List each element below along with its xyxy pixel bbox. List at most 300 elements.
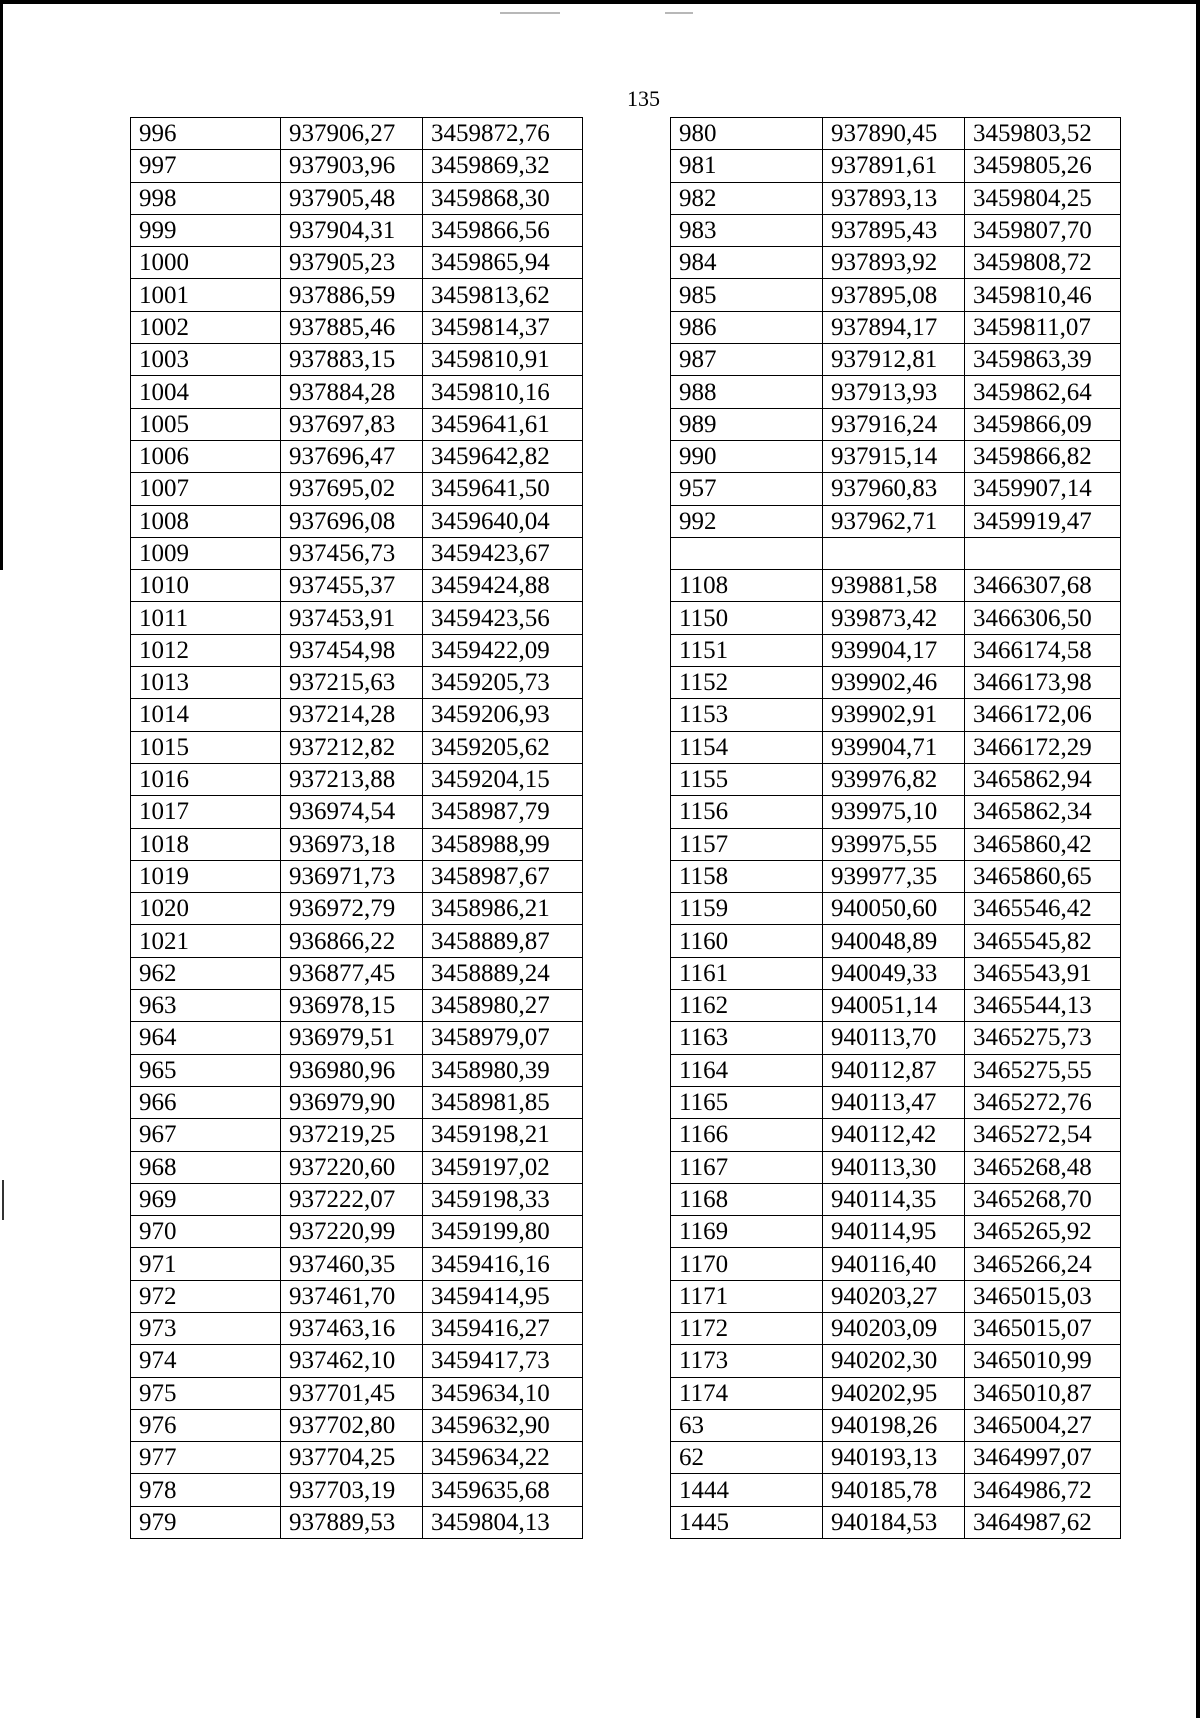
- y-coordinate-cell: 3458986,21: [423, 893, 583, 925]
- table-row: [671, 1506, 1121, 1538]
- table-row: [671, 150, 1121, 182]
- point-number-cell: 1150: [671, 602, 823, 634]
- point-number-cell: 1008: [131, 505, 281, 537]
- point-number-cell: 977: [131, 1442, 281, 1474]
- coordinates-table-left: [130, 117, 583, 1539]
- x-coordinate-cell: 937214,28: [281, 699, 423, 731]
- x-coordinate-cell: 937903,96: [281, 150, 423, 182]
- x-coordinate-cell: 937915,14: [823, 440, 965, 472]
- x-coordinate-cell: 936877,45: [281, 957, 423, 989]
- point-number-cell: 1152: [671, 667, 823, 699]
- x-coordinate-cell: 937904,31: [281, 214, 423, 246]
- point-number-cell: 1165: [671, 1086, 823, 1118]
- x-coordinate-cell: 937960,83: [823, 473, 965, 505]
- table-row: [131, 860, 583, 892]
- point-number-cell: 1005: [131, 408, 281, 440]
- x-coordinate-cell: 937906,27: [281, 118, 423, 150]
- point-number-cell: 979: [131, 1506, 281, 1538]
- point-number-cell: 1159: [671, 893, 823, 925]
- point-number-cell: 970: [131, 1216, 281, 1248]
- table-row: [131, 667, 583, 699]
- y-coordinate-cell: 3458980,27: [423, 990, 583, 1022]
- x-coordinate-cell: 937886,59: [281, 279, 423, 311]
- point-number-cell: 1004: [131, 376, 281, 408]
- y-coordinate-cell: 3466173,98: [965, 667, 1121, 699]
- y-coordinate-cell: 3459810,16: [423, 376, 583, 408]
- x-coordinate-cell: 936973,18: [281, 828, 423, 860]
- table-row: [671, 1151, 1121, 1183]
- y-coordinate-cell: 3459804,13: [423, 1506, 583, 1538]
- x-coordinate-cell: 937895,43: [823, 214, 965, 246]
- y-coordinate-cell: 3464997,07: [965, 1442, 1121, 1474]
- point-number-cell: 1174: [671, 1377, 823, 1409]
- y-coordinate-cell: 3465275,73: [965, 1022, 1121, 1054]
- x-coordinate-cell: 940193,13: [823, 1442, 965, 1474]
- table-row: [131, 957, 583, 989]
- point-number-cell: 1171: [671, 1280, 823, 1312]
- point-number-cell: 967: [131, 1119, 281, 1151]
- table-row: [671, 118, 1121, 150]
- point-number-cell: 1021: [131, 925, 281, 957]
- table-row: [671, 311, 1121, 343]
- point-number-cell: 966: [131, 1086, 281, 1118]
- y-coordinate-cell: 3459640,04: [423, 505, 583, 537]
- x-coordinate-cell: 937905,48: [281, 182, 423, 214]
- point-number-cell: 1002: [131, 311, 281, 343]
- y-coordinate-cell: 3465272,54: [965, 1119, 1121, 1151]
- y-coordinate-cell: 3459642,82: [423, 440, 583, 472]
- x-coordinate-cell: 940184,53: [823, 1506, 965, 1538]
- x-coordinate-cell: 939977,35: [823, 860, 965, 892]
- point-number-cell: 1019: [131, 860, 281, 892]
- x-coordinate-cell: 940113,70: [823, 1022, 965, 1054]
- y-coordinate-cell: 3465543,91: [965, 957, 1121, 989]
- page-border-left: [0, 0, 3, 570]
- point-number-cell: 969: [131, 1183, 281, 1215]
- y-coordinate-cell: 3465862,94: [965, 763, 1121, 795]
- table-row: [131, 1377, 583, 1409]
- table-row: [131, 1312, 583, 1344]
- y-coordinate-cell: 3459417,73: [423, 1345, 583, 1377]
- x-coordinate-cell: 940049,33: [823, 957, 965, 989]
- table-row: [671, 376, 1121, 408]
- table-row: [131, 408, 583, 440]
- table-row: [131, 925, 583, 957]
- x-coordinate-cell: 937215,63: [281, 667, 423, 699]
- x-coordinate-cell: 937460,35: [281, 1248, 423, 1280]
- table-row: [131, 1280, 583, 1312]
- point-number-cell: 1003: [131, 344, 281, 376]
- y-coordinate-cell: 3465860,65: [965, 860, 1121, 892]
- table-row: [131, 440, 583, 472]
- x-coordinate-cell: 940050,60: [823, 893, 965, 925]
- point-number-cell: 1000: [131, 247, 281, 279]
- x-coordinate-cell: 939975,10: [823, 796, 965, 828]
- table-row: [671, 505, 1121, 537]
- scan-speck: [665, 12, 693, 14]
- table-row: [671, 731, 1121, 763]
- y-coordinate-cell: 3459868,30: [423, 182, 583, 214]
- x-coordinate-cell: 937220,99: [281, 1216, 423, 1248]
- table-row: [671, 667, 1121, 699]
- x-coordinate-cell: 940202,95: [823, 1377, 965, 1409]
- table-row: [671, 344, 1121, 376]
- x-coordinate-cell: 937890,45: [823, 118, 965, 150]
- table-row: [131, 570, 583, 602]
- y-coordinate-cell: 3465860,42: [965, 828, 1121, 860]
- table-row: [671, 893, 1121, 925]
- table-row: [131, 1151, 583, 1183]
- table-row: [671, 1377, 1121, 1409]
- y-coordinate-cell: 3459811,07: [965, 311, 1121, 343]
- point-number-cell: 987: [671, 344, 823, 376]
- point-number-cell: 1157: [671, 828, 823, 860]
- y-coordinate-cell: 3458981,85: [423, 1086, 583, 1118]
- table-row: [131, 537, 583, 569]
- x-coordinate-cell: [823, 537, 965, 569]
- point-number-cell: 1009: [131, 537, 281, 569]
- point-number-cell: 1014: [131, 699, 281, 731]
- x-coordinate-cell: 937894,17: [823, 311, 965, 343]
- x-coordinate-cell: 937916,24: [823, 408, 965, 440]
- point-number-cell: 962: [131, 957, 281, 989]
- x-coordinate-cell: 937219,25: [281, 1119, 423, 1151]
- point-number-cell: 1016: [131, 763, 281, 795]
- x-coordinate-cell: 937454,98: [281, 634, 423, 666]
- y-coordinate-cell: 3459635,68: [423, 1474, 583, 1506]
- x-coordinate-cell: 937461,70: [281, 1280, 423, 1312]
- y-coordinate-cell: 3458889,24: [423, 957, 583, 989]
- x-coordinate-cell: 940113,30: [823, 1151, 965, 1183]
- table-row: [131, 505, 583, 537]
- table-row: [671, 1216, 1121, 1248]
- y-coordinate-cell: 3459197,02: [423, 1151, 583, 1183]
- y-coordinate-cell: 3464987,62: [965, 1506, 1121, 1538]
- y-coordinate-cell: 3458979,07: [423, 1022, 583, 1054]
- table-row: [671, 440, 1121, 472]
- point-number-cell: 1108: [671, 570, 823, 602]
- point-number-cell: 1154: [671, 731, 823, 763]
- table-row: [131, 473, 583, 505]
- point-number-cell: [671, 537, 823, 569]
- table-row: [671, 602, 1121, 634]
- y-coordinate-cell: 3466307,68: [965, 570, 1121, 602]
- y-coordinate-cell: [965, 537, 1121, 569]
- y-coordinate-cell: 3459807,70: [965, 214, 1121, 246]
- table-row: [131, 344, 583, 376]
- table-row: [131, 1022, 583, 1054]
- table-row: [131, 1183, 583, 1215]
- x-coordinate-cell: 940203,09: [823, 1312, 965, 1344]
- point-number-cell: 968: [131, 1151, 281, 1183]
- point-number-cell: 998: [131, 182, 281, 214]
- point-number-cell: 983: [671, 214, 823, 246]
- table-row: [131, 182, 583, 214]
- y-coordinate-cell: 3459416,16: [423, 1248, 583, 1280]
- table-row: [131, 1345, 583, 1377]
- x-coordinate-cell: 940051,14: [823, 990, 965, 1022]
- table-row: [131, 1506, 583, 1538]
- x-coordinate-cell: 937889,53: [281, 1506, 423, 1538]
- point-number-cell: 1163: [671, 1022, 823, 1054]
- table-row: [671, 473, 1121, 505]
- table-row: [671, 408, 1121, 440]
- point-number-cell: 1168: [671, 1183, 823, 1215]
- y-coordinate-cell: 3459865,94: [423, 247, 583, 279]
- table-row: [131, 763, 583, 795]
- y-coordinate-cell: 3459641,50: [423, 473, 583, 505]
- y-coordinate-cell: 3458987,79: [423, 796, 583, 828]
- table-row: [671, 1022, 1121, 1054]
- table-row: [671, 763, 1121, 795]
- y-coordinate-cell: 3466174,58: [965, 634, 1121, 666]
- x-coordinate-cell: 940203,27: [823, 1280, 965, 1312]
- table-row: [131, 634, 583, 666]
- table-row: [131, 247, 583, 279]
- y-coordinate-cell: 3459814,37: [423, 311, 583, 343]
- table-row: [671, 796, 1121, 828]
- table-row: [131, 1248, 583, 1280]
- table-row: [671, 860, 1121, 892]
- point-number-cell: 1151: [671, 634, 823, 666]
- y-coordinate-cell: 3459866,82: [965, 440, 1121, 472]
- table-row: [671, 1442, 1121, 1474]
- point-number-cell: 1169: [671, 1216, 823, 1248]
- point-number-cell: 1018: [131, 828, 281, 860]
- x-coordinate-cell: 936979,90: [281, 1086, 423, 1118]
- point-number-cell: 992: [671, 505, 823, 537]
- y-coordinate-cell: 3459907,14: [965, 473, 1121, 505]
- x-coordinate-cell: 939904,71: [823, 731, 965, 763]
- x-coordinate-cell: 937220,60: [281, 1151, 423, 1183]
- point-number-cell: 999: [131, 214, 281, 246]
- y-coordinate-cell: 3459804,25: [965, 182, 1121, 214]
- x-coordinate-cell: 937696,08: [281, 505, 423, 537]
- y-coordinate-cell: 3465010,87: [965, 1377, 1121, 1409]
- x-coordinate-cell: 937222,07: [281, 1183, 423, 1215]
- x-coordinate-cell: 940048,89: [823, 925, 965, 957]
- point-number-cell: 964: [131, 1022, 281, 1054]
- y-coordinate-cell: 3465268,70: [965, 1183, 1121, 1215]
- table-row: [131, 1474, 583, 1506]
- y-coordinate-cell: 3459632,90: [423, 1409, 583, 1441]
- y-coordinate-cell: 3459872,76: [423, 118, 583, 150]
- table-row: [131, 150, 583, 182]
- point-number-cell: 971: [131, 1248, 281, 1280]
- scan-speck: [500, 12, 560, 14]
- y-coordinate-cell: 3459424,88: [423, 570, 583, 602]
- table-row: [671, 214, 1121, 246]
- x-coordinate-cell: 936972,79: [281, 893, 423, 925]
- x-coordinate-cell: 937905,23: [281, 247, 423, 279]
- y-coordinate-cell: 3465272,76: [965, 1086, 1121, 1118]
- x-coordinate-cell: 937701,45: [281, 1377, 423, 1409]
- point-number-cell: 1007: [131, 473, 281, 505]
- y-coordinate-cell: 3459863,39: [965, 344, 1121, 376]
- x-coordinate-cell: 937696,47: [281, 440, 423, 472]
- x-coordinate-cell: 937456,73: [281, 537, 423, 569]
- point-number-cell: 976: [131, 1409, 281, 1441]
- x-coordinate-cell: 937893,92: [823, 247, 965, 279]
- y-coordinate-cell: 3459803,52: [965, 118, 1121, 150]
- point-number-cell: 1155: [671, 763, 823, 795]
- point-number-cell: 982: [671, 182, 823, 214]
- y-coordinate-cell: 3459805,26: [965, 150, 1121, 182]
- x-coordinate-cell: 939904,17: [823, 634, 965, 666]
- x-coordinate-cell: 939902,46: [823, 667, 965, 699]
- point-number-cell: 63: [671, 1409, 823, 1441]
- y-coordinate-cell: 3459808,72: [965, 247, 1121, 279]
- y-coordinate-cell: 3459414,95: [423, 1280, 583, 1312]
- x-coordinate-cell: 940116,40: [823, 1248, 965, 1280]
- point-number-cell: 984: [671, 247, 823, 279]
- point-number-cell: 1173: [671, 1345, 823, 1377]
- point-number-cell: 1162: [671, 990, 823, 1022]
- x-coordinate-cell: 940198,26: [823, 1409, 965, 1441]
- point-number-cell: 1172: [671, 1312, 823, 1344]
- table-row: [131, 1216, 583, 1248]
- point-number-cell: 972: [131, 1280, 281, 1312]
- y-coordinate-cell: 3459866,56: [423, 214, 583, 246]
- y-coordinate-cell: 3459810,91: [423, 344, 583, 376]
- y-coordinate-cell: 3459423,56: [423, 602, 583, 634]
- point-number-cell: 1006: [131, 440, 281, 472]
- x-coordinate-cell: 940114,95: [823, 1216, 965, 1248]
- table-row: [131, 376, 583, 408]
- y-coordinate-cell: 3466306,50: [965, 602, 1121, 634]
- y-coordinate-cell: 3458980,39: [423, 1054, 583, 1086]
- x-coordinate-cell: 939902,91: [823, 699, 965, 731]
- x-coordinate-cell: 937895,08: [823, 279, 965, 311]
- x-coordinate-cell: 939873,42: [823, 602, 965, 634]
- y-coordinate-cell: 3459416,27: [423, 1312, 583, 1344]
- y-coordinate-cell: 3465268,48: [965, 1151, 1121, 1183]
- y-coordinate-cell: 3459199,80: [423, 1216, 583, 1248]
- y-coordinate-cell: 3465015,07: [965, 1312, 1121, 1344]
- table-row: [671, 1474, 1121, 1506]
- point-number-cell: 1445: [671, 1506, 823, 1538]
- y-coordinate-cell: 3458988,99: [423, 828, 583, 860]
- table-row: [671, 1409, 1121, 1441]
- table-row: [131, 118, 583, 150]
- point-number-cell: 978: [131, 1474, 281, 1506]
- y-coordinate-cell: 3459862,64: [965, 376, 1121, 408]
- table-row: [671, 1345, 1121, 1377]
- x-coordinate-cell: 939976,82: [823, 763, 965, 795]
- y-coordinate-cell: 3465004,27: [965, 1409, 1121, 1441]
- table-row: [131, 990, 583, 1022]
- point-number-cell: 1001: [131, 279, 281, 311]
- point-number-cell: 1017: [131, 796, 281, 828]
- point-number-cell: 996: [131, 118, 281, 150]
- table-row: [671, 570, 1121, 602]
- y-coordinate-cell: 3465546,42: [965, 893, 1121, 925]
- y-coordinate-cell: 3465862,34: [965, 796, 1121, 828]
- table-row: [671, 1280, 1121, 1312]
- x-coordinate-cell: 936974,54: [281, 796, 423, 828]
- x-coordinate-cell: 937703,19: [281, 1474, 423, 1506]
- table-row: [131, 699, 583, 731]
- x-coordinate-cell: 936866,22: [281, 925, 423, 957]
- point-number-cell: 973: [131, 1312, 281, 1344]
- table-row: [671, 279, 1121, 311]
- y-coordinate-cell: 3459869,32: [423, 150, 583, 182]
- point-number-cell: 957: [671, 473, 823, 505]
- x-coordinate-cell: 937913,93: [823, 376, 965, 408]
- x-coordinate-cell: 940114,35: [823, 1183, 965, 1215]
- table-row: [131, 1054, 583, 1086]
- table-row: [671, 182, 1121, 214]
- x-coordinate-cell: 937453,91: [281, 602, 423, 634]
- x-coordinate-cell: 937213,88: [281, 763, 423, 795]
- page-border-right: [1196, 0, 1200, 1718]
- table-row: [131, 731, 583, 763]
- point-number-cell: 974: [131, 1345, 281, 1377]
- x-coordinate-cell: 937912,81: [823, 344, 965, 376]
- point-number-cell: 985: [671, 279, 823, 311]
- table-row: [671, 1054, 1121, 1086]
- y-coordinate-cell: 3459423,67: [423, 537, 583, 569]
- table-row: [131, 1442, 583, 1474]
- point-number-cell: 1020: [131, 893, 281, 925]
- x-coordinate-cell: 940202,30: [823, 1345, 965, 1377]
- point-number-cell: 988: [671, 376, 823, 408]
- point-number-cell: 1444: [671, 1474, 823, 1506]
- x-coordinate-cell: 936980,96: [281, 1054, 423, 1086]
- table-row: [671, 699, 1121, 731]
- y-coordinate-cell: 3458987,67: [423, 860, 583, 892]
- table-row: [671, 990, 1121, 1022]
- point-number-cell: 62: [671, 1442, 823, 1474]
- table-row: [671, 828, 1121, 860]
- x-coordinate-cell: 937462,10: [281, 1345, 423, 1377]
- y-coordinate-cell: 3459810,46: [965, 279, 1121, 311]
- point-number-cell: 1164: [671, 1054, 823, 1086]
- table-row: [671, 1312, 1121, 1344]
- table-row: [131, 279, 583, 311]
- table-row: [131, 1119, 583, 1151]
- point-number-cell: 997: [131, 150, 281, 182]
- x-coordinate-cell: 936979,51: [281, 1022, 423, 1054]
- table-row: [671, 1183, 1121, 1215]
- coordinates-table-right: [670, 117, 1121, 1539]
- x-coordinate-cell: 937885,46: [281, 311, 423, 343]
- y-coordinate-cell: 3459205,62: [423, 731, 583, 763]
- page-number: 135: [627, 86, 660, 111]
- table-row: [671, 1248, 1121, 1280]
- x-coordinate-cell: 937697,83: [281, 408, 423, 440]
- point-number-cell: 981: [671, 150, 823, 182]
- x-coordinate-cell: 937463,16: [281, 1312, 423, 1344]
- y-coordinate-cell: 3465265,92: [965, 1216, 1121, 1248]
- table-row: [131, 893, 583, 925]
- x-coordinate-cell: 937962,71: [823, 505, 965, 537]
- y-coordinate-cell: 3459813,62: [423, 279, 583, 311]
- y-coordinate-cell: 3458889,87: [423, 925, 583, 957]
- point-number-cell: 965: [131, 1054, 281, 1086]
- table-row: [671, 1119, 1121, 1151]
- x-coordinate-cell: 937702,80: [281, 1409, 423, 1441]
- point-number-cell: 1161: [671, 957, 823, 989]
- table-row: [671, 537, 1121, 569]
- y-coordinate-cell: 3464986,72: [965, 1474, 1121, 1506]
- point-number-cell: 986: [671, 311, 823, 343]
- y-coordinate-cell: 3459204,15: [423, 763, 583, 795]
- point-number-cell: 1166: [671, 1119, 823, 1151]
- table-row: [131, 602, 583, 634]
- table-row: [671, 925, 1121, 957]
- x-coordinate-cell: 939881,58: [823, 570, 965, 602]
